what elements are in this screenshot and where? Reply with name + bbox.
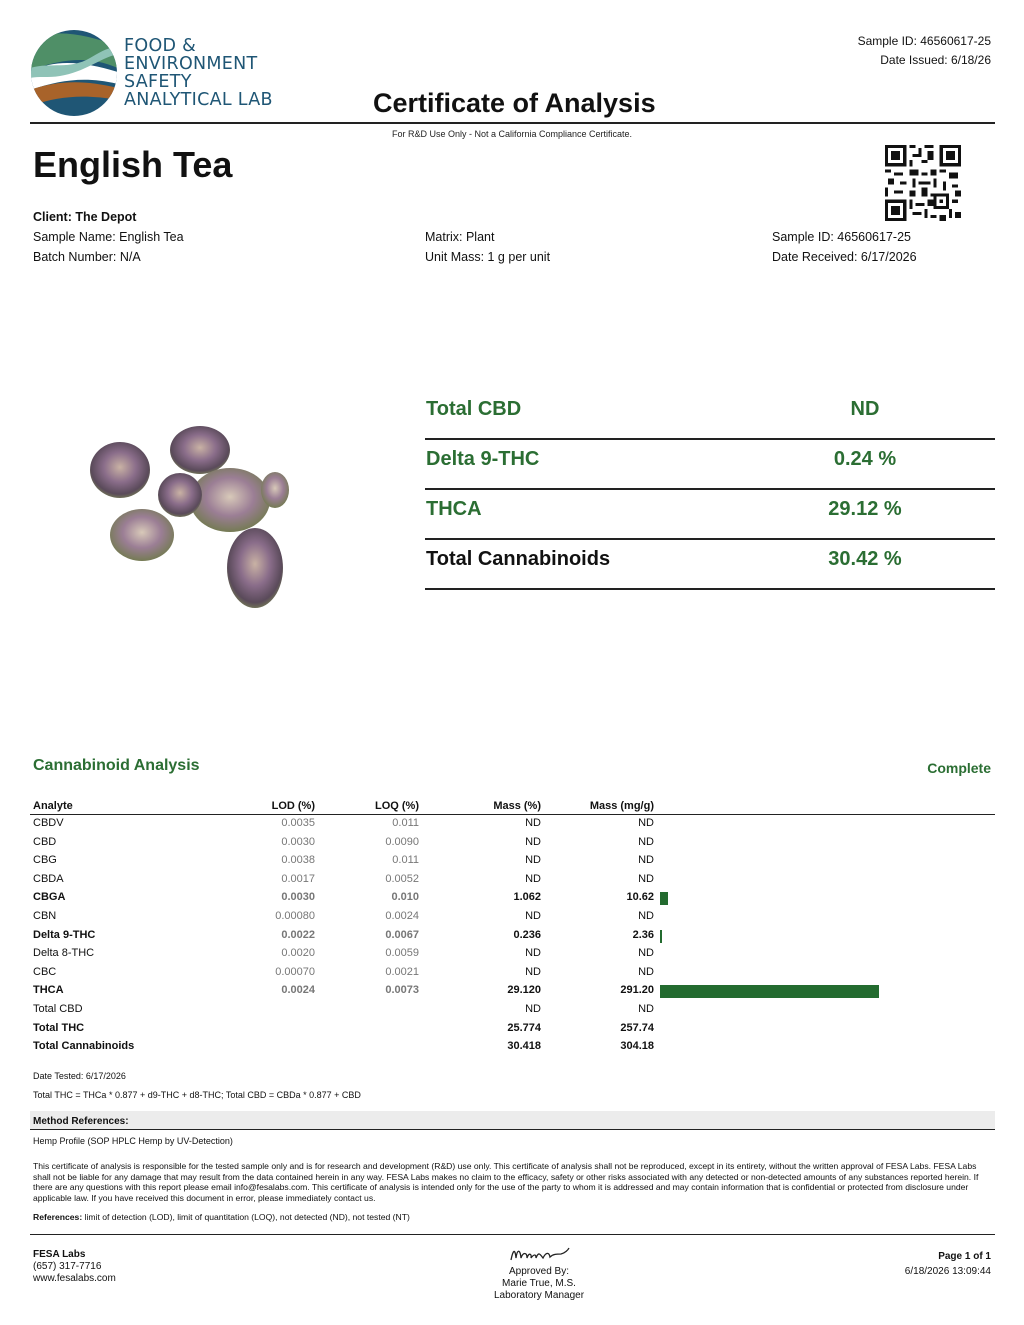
col-mass-mg: Mass (mg/g) <box>589 800 654 812</box>
references-text: limit of detection (LOD), limit of quantitation (LOQ), not detected (ND), not tested (NT) <box>82 1212 410 1222</box>
table-row <box>30 834 995 853</box>
product-photo <box>80 420 310 620</box>
cell-lod: 0.0024 <box>281 984 315 997</box>
analysis-title: Cannabinoid Analysis <box>33 757 200 774</box>
header-date-issued: Date Issued: 6/18/26 <box>880 53 991 67</box>
footer-page-info <box>905 1249 991 1279</box>
disclaimer: This certificate of analysis is responsible for the tested sample only and is for research and development (R&D) use only. This certificate of analysis shall not be reproduced, except in its entirety, without the written approval of FESA Labs. FESA Labs shall not be liable for any damage that may result from the data contained herein in any way. FESA Labs makes no claim to the efficacy, safety or other risks associated with any detected or non-detected amounts of any substances reported herein. If there are any questions with this report please email info@fesalabs.com. This certificate of analysis is intended only for the use of the party to whom it is addressed and may contain information that is confidential or protected from disclosure under applicable law. If you have received this document in error, please immediately contact us. <box>33 1161 979 1203</box>
cell-mass-mg: 304.18 <box>620 1040 654 1053</box>
total-formula: Total THC = THCa * 0.877 + d9-THC + d8-THC; Total CBD = CBDa * 0.877 + CBD <box>33 1090 361 1100</box>
method-text: Hemp Profile (SOP HPLC Hemp by UV-Detection) <box>33 1136 233 1146</box>
company-website[interactable]: www.fesalabs.com <box>33 1273 116 1284</box>
cell-lod: 0.00070 <box>275 965 315 978</box>
cell-loq: 0.0073 <box>385 984 419 997</box>
mass-bar <box>660 985 879 998</box>
cell-lod: 0.0030 <box>281 835 315 848</box>
cell-loq: 0.0052 <box>385 872 419 885</box>
cell-loq: 0.011 <box>392 817 419 829</box>
cell-mass-mg: ND <box>638 1002 654 1015</box>
table-row <box>30 908 995 927</box>
company-name: FESA Labs <box>33 1249 86 1260</box>
matrix: Matrix: Plant <box>425 230 495 244</box>
cell-mass: ND <box>525 835 541 848</box>
method-title: Method References: <box>33 1116 129 1127</box>
cell-mass-mg: 291.20 <box>620 984 654 997</box>
cell-loq: 0.011 <box>392 854 419 867</box>
sample-name: Sample Name: English Tea <box>33 230 184 244</box>
logo-line: SAFETY <box>124 72 192 92</box>
unit-mass: Unit Mass: 1 g per unit <box>425 250 551 264</box>
date-received: Date Received: 6/17/2026 <box>772 250 917 264</box>
summary-value: 0.24 % <box>833 448 897 470</box>
mass-bar <box>660 930 662 943</box>
col-analyte: Analyte <box>33 800 73 812</box>
cell-loq: 0.0090 <box>385 835 419 848</box>
summary-label: THCA <box>426 498 482 520</box>
cell-loq: 0.0067 <box>385 928 419 941</box>
batch-number: Batch Number: N/A <box>33 250 141 264</box>
cell-mass: 29.120 <box>507 984 541 997</box>
signature-icon <box>505 1240 575 1266</box>
logo-line: FOOD & <box>124 36 197 56</box>
cell-analyte: CBC <box>33 965 57 978</box>
client-name: Client: The Depot <box>33 210 137 224</box>
approved-by-label: Approved By: <box>508 1266 570 1277</box>
cell-analyte: Delta 8-THC <box>33 947 95 960</box>
footer-approval <box>0 1266 1024 1302</box>
lab-logo-text <box>124 37 273 109</box>
cell-mass-mg: ND <box>638 965 654 978</box>
footer-divider <box>30 1234 995 1235</box>
cell-lod: 0.0030 <box>281 891 315 904</box>
cell-analyte: CBGA <box>33 891 66 904</box>
cell-mass: ND <box>525 872 541 885</box>
cell-loq: 0.0024 <box>385 909 419 922</box>
cell-lod: 0.0020 <box>281 947 315 960</box>
table-row <box>30 852 995 871</box>
date-tested: Date Tested: 6/17/2026 <box>33 1071 126 1081</box>
cell-mass: 1.062 <box>513 891 541 904</box>
summary-row-total-cannabinoids <box>425 542 995 590</box>
cell-mass: 0.236 <box>513 928 541 941</box>
document-title: Certificate of Analysis <box>373 88 656 118</box>
cell-mass-mg: ND <box>638 854 654 867</box>
product-name: English Tea <box>33 144 233 185</box>
cell-analyte: Delta 9-THC <box>33 928 96 941</box>
summary-label: Total CBD <box>426 398 522 420</box>
results-summary <box>425 392 995 592</box>
logo-line: ANALYTICAL LAB <box>124 90 273 110</box>
cell-analyte: Total CBD <box>33 1002 83 1015</box>
cell-mass: 30.418 <box>507 1040 541 1053</box>
cell-mass: 25.774 <box>507 1021 541 1034</box>
cell-mass-mg: ND <box>638 872 654 885</box>
cell-analyte: CBDV <box>33 817 64 829</box>
cell-mass-mg: 2.36 <box>632 928 654 941</box>
col-lod: LOD (%) <box>271 800 315 812</box>
cell-mass-mg: ND <box>638 909 654 922</box>
report-timestamp: 6/18/2026 13:09:44 <box>904 1266 991 1277</box>
cell-lod: 0.0022 <box>281 928 315 941</box>
cell-mass-mg: ND <box>638 835 654 848</box>
references-label: References: <box>33 1212 83 1222</box>
client-info <box>33 207 184 267</box>
summary-label: Delta 9-THC <box>426 448 540 470</box>
cell-loq: 0.010 <box>391 891 419 904</box>
cannabinoid-table <box>30 798 995 1057</box>
cell-mass-mg: ND <box>638 817 654 829</box>
cell-mass: ND <box>525 947 541 960</box>
table-row <box>30 889 995 908</box>
cell-analyte: CBDA <box>33 872 64 885</box>
cell-lod: 0.00080 <box>275 909 315 922</box>
rd-use-note: For R&D Use Only - Not a California Compliance Certificate. <box>391 129 633 139</box>
cell-analyte: CBN <box>33 909 57 922</box>
col-loq: LOQ (%) <box>375 800 419 812</box>
cell-mass-mg: 10.62 <box>626 891 654 904</box>
summary-row-delta9-thc <box>425 442 995 490</box>
table-row <box>30 871 995 890</box>
summary-label: Total Cannabinoids <box>426 548 611 570</box>
lab-logo-icon <box>30 28 118 118</box>
cell-mass: ND <box>525 1002 541 1015</box>
table-row <box>30 927 995 946</box>
table-row <box>30 815 995 834</box>
table-row <box>30 945 995 964</box>
cell-mass: ND <box>525 817 541 829</box>
sample-id: Sample ID: 46560617-25 <box>772 230 911 244</box>
cell-analyte: CBD <box>33 835 57 848</box>
cell-analyte: CBG <box>33 854 57 867</box>
cell-lod: 0.0038 <box>281 854 315 867</box>
header-meta <box>858 32 991 70</box>
cell-mass: ND <box>525 854 541 867</box>
company-phone: (657) 317-7716 <box>33 1261 102 1272</box>
summary-row-total-cbd <box>425 392 995 440</box>
summary-value: 30.42 % <box>828 548 902 570</box>
table-row <box>30 1001 995 1020</box>
header-sample-id: Sample ID: 46560617-25 <box>857 34 991 48</box>
table-body <box>30 815 995 1057</box>
col-mass: Mass (%) <box>493 800 541 812</box>
cell-analyte: Total THC <box>33 1021 85 1034</box>
cell-lod: 0.0017 <box>281 872 315 885</box>
header-divider <box>30 122 995 124</box>
approver-name: Marie True, M.S. <box>502 1278 576 1289</box>
references <box>33 1212 410 1222</box>
table-row <box>30 982 995 1001</box>
approver-title: Laboratory Manager <box>493 1290 585 1301</box>
cell-loq: 0.0059 <box>385 947 419 960</box>
table-header <box>30 798 995 815</box>
sample-info <box>772 227 917 267</box>
table-row <box>30 964 995 983</box>
analysis-status: Complete <box>927 760 991 776</box>
logo-line: ENVIRONMENT <box>124 54 258 74</box>
cell-mass: ND <box>525 909 541 922</box>
page-number: Page 1 of 1 <box>938 1251 991 1262</box>
summary-row-thca <box>425 492 995 540</box>
cell-mass-mg: ND <box>638 947 654 960</box>
summary-value: 29.12 % <box>828 498 902 520</box>
cell-lod: 0.0035 <box>281 817 315 829</box>
matrix-info <box>425 227 550 267</box>
table-row <box>30 1038 995 1057</box>
cell-mass-mg: 257.74 <box>620 1021 654 1034</box>
qr-code-icon[interactable] <box>885 145 961 221</box>
cell-loq: 0.0021 <box>385 965 419 978</box>
cell-analyte: THCA <box>33 984 64 997</box>
table-row <box>30 1020 995 1039</box>
mass-bar <box>660 892 668 905</box>
summary-value: ND <box>850 398 880 420</box>
cell-mass: ND <box>525 965 541 978</box>
method-band <box>30 1111 995 1130</box>
cell-analyte: Total Cannabinoids <box>33 1040 135 1053</box>
